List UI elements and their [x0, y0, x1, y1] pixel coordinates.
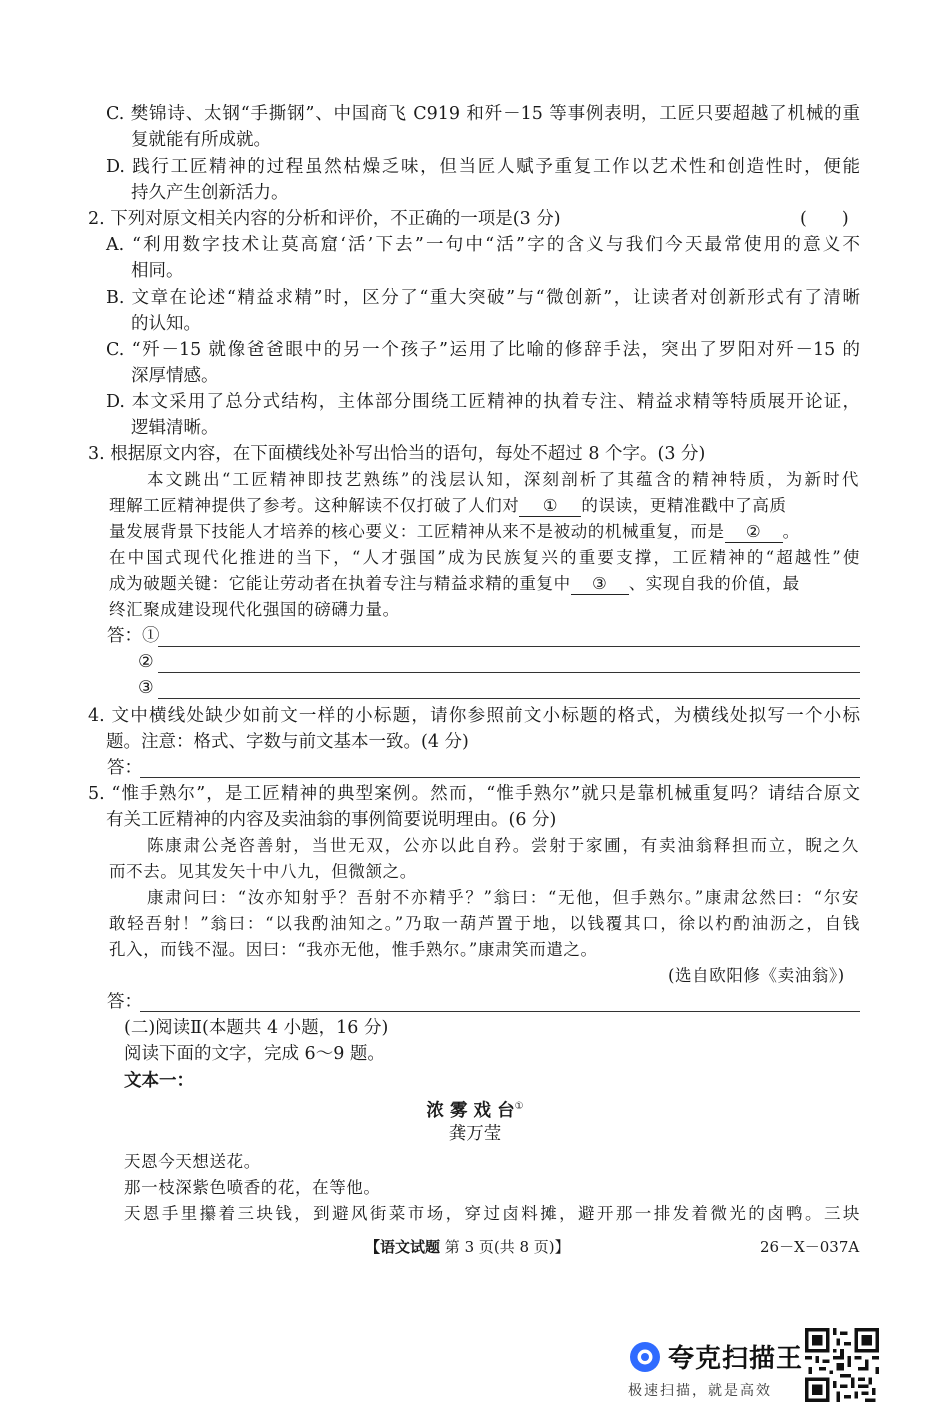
- q2-option-c-line1: C. “歼－15 就像爸爸眼中的另一个孩子”运用了比喻的修辞手法，突出了罗阳对歼－15 的: [106, 340, 860, 360]
- q3-passage-line3: [109, 519, 860, 545]
- q3-answer-label: 答：①: [107, 626, 160, 646]
- qr-code-icon: [805, 1328, 879, 1402]
- q5-classical-text-line5: 孔入，而钱不湿。因曰：“我亦无他，惟手熟尔。”康肃笑而遣之。: [109, 940, 598, 959]
- q4-answer-line[interactable]: [140, 777, 860, 778]
- reading2-instruction: 阅读下面的文字，完成 6～9 题。: [124, 1044, 385, 1064]
- article-title-text: 浓 雾 戏 台: [426, 1100, 515, 1121]
- q2-option-b-line1: B. 文章在论述“精益求精”时，区分了“重大突破”与“微创新”，让读者对创新形式有了清晰: [106, 288, 860, 308]
- q4-answer-label: 答：: [107, 758, 142, 778]
- q3-answer-line-3[interactable]: [158, 698, 860, 699]
- q3-answer-label-3: ③: [138, 678, 154, 698]
- q5-classical-text-line1: 陈康肃公尧咨善射，当世无双，公亦以此自矜。尝射于家圃，有卖油翁释担而立，睨之久: [147, 836, 859, 855]
- article-author: 龚万莹: [448, 1124, 502, 1144]
- q5-source: (选自欧阳修《卖油翁》): [668, 966, 845, 985]
- q5-classical-text-line4: 敢轻吾射！”翁曰：“以我酌油知之。”乃取一葫芦置于地，以钱覆其口，徐以杓酌油沥之，自钱: [109, 914, 860, 933]
- q2-option-a-line2: 相同。: [131, 261, 184, 281]
- q3-stem: 3. 根据原文内容，在下面横线处补写出恰当的语句，每处不超过 8 个字。(3 分): [88, 444, 706, 464]
- q3-blank-3: ③: [571, 572, 629, 595]
- footer-page-number: 第 3 页(共 8 页)】: [444, 1238, 570, 1256]
- q3-passage-line6: 终汇聚成建设现代化强国的磅礴力量。: [109, 600, 400, 619]
- q3-passage-text: 、实现自我的价值，最: [628, 574, 800, 593]
- q3-answer-line-2[interactable]: [158, 672, 860, 673]
- q1-option-c-line1: C. 樊锦诗、太钢“手撕钢”、中国商飞 C919 和歼－15 等事例表明，工匠只要超越了机械的重: [106, 104, 860, 124]
- footer-subject: 【语文试题: [365, 1238, 441, 1256]
- q3-answer-line-1[interactable]: [158, 646, 860, 647]
- q3-blank-1: ①: [519, 494, 581, 517]
- article-para-1: 天恩今天想送花。: [124, 1152, 261, 1171]
- q5-answer-label: 答：: [107, 992, 142, 1012]
- q3-passage-text: 成为破题关键：它能让劳动者在执着专注与精益求精的重复中: [109, 574, 571, 593]
- q4-stem-line1: 4. 文中横线处缺少如前文一样的小标题，请你参照前文小标题的格式，为横线处拟写一个小标: [88, 706, 860, 726]
- q3-passage-line5: [109, 571, 860, 597]
- q2-option-c-line2: 深厚情感。: [131, 366, 219, 386]
- article-title: [375, 1094, 575, 1124]
- q3-passage-line2: [109, 493, 860, 519]
- q3-passage-text: 的误读，更精准戳中了高质: [581, 496, 787, 515]
- reading2-text-label: 文本一：: [124, 1071, 194, 1091]
- q1-option-d-line1: D. 践行工匠精神的过程虽然枯燥乏味，但当匠人赋予重复工作以艺术性和创造性时，便能: [106, 157, 860, 177]
- article-title-footnote: ①: [514, 1101, 524, 1112]
- q4-stem-line2: 题。注意：格式、字数与前文基本一致。(4 分): [106, 732, 469, 752]
- q5-stem-line2: 有关工匠精神的内容及卖油翁的事例简要说明理由。(6 分): [106, 810, 557, 830]
- q5-classical-text-line2: 而不去。见其发矢十中八九，但微颔之。: [109, 862, 417, 881]
- q1-option-d-line2: 持久产生创新活力。: [131, 183, 289, 203]
- q3-passage-text: 量发展背景下技能人才培养的核心要义：工匠精神从来不是被动的机械重复，而是: [109, 522, 725, 541]
- reading2-heading: (二)阅读Ⅱ(本题共 4 小题，16 分): [124, 1018, 389, 1038]
- q5-classical-text-line3: 康肃问曰：“汝亦知射乎？吾射不亦精乎？”翁曰：“无他，但手熟尔。”康肃忿然曰：“尔安: [147, 888, 859, 907]
- q2-answer-paren: ( ): [800, 209, 849, 229]
- brand-slogan: 极速扫描，就是高效: [628, 1383, 772, 1399]
- footer-code: 26－X－037A: [760, 1238, 860, 1256]
- q2-option-a-line1: A. “利用数字技术让莫高窟‘活’下去”一句中“活”字的含义与我们今天最常使用的意义不: [106, 235, 860, 255]
- q3-passage-line4: 在中国式现代化推进的当下，“人才强国”成为民族复兴的重要支撑，工匠精神的“超越性”使: [109, 548, 860, 567]
- q3-passage-text: 。: [782, 522, 800, 541]
- q2-stem: 2. 下列对原文相关内容的分析和评价，不正确的一项是(3 分): [88, 209, 561, 229]
- q1-option-c-line2: 复就能有所成就。: [131, 130, 271, 150]
- q5-stem-line1: 5. “惟手熟尔”，是工匠精神的典型案例。然而，“惟手熟尔”就只是靠机械重复吗？请结合原文: [88, 784, 860, 804]
- q3-passage-line1: 本文跳出“工匠精神即技艺熟练”的浅层认知，深刻剖析了其蕴含的精神特质，为新时代: [147, 470, 859, 489]
- article-para-3: 天恩手里攥着三块钱，到避风街菜市场，穿过卤料摊，避开那一排发着微光的卤鸭。三块: [124, 1204, 860, 1223]
- quark-logo-icon: [628, 1340, 662, 1374]
- scanner-watermark: [628, 1334, 808, 1404]
- q2-option-b-line2: 的认知。: [131, 314, 201, 334]
- q2-option-d-line1: D. 本文采用了总分式结构，主体部分围绕工匠精神的执着专注、精益求精等特质展开论证，: [106, 392, 860, 412]
- page-footer: [365, 1236, 570, 1257]
- q3-blank-2: ②: [725, 520, 783, 543]
- q2-option-d-line2: 逻辑清晰。: [131, 418, 219, 438]
- q5-answer-line[interactable]: [140, 1011, 860, 1012]
- q3-answer-label-2: ②: [138, 652, 154, 672]
- q3-passage-text: 理解工匠精神提供了参考。这种解读不仅打破了人们对: [109, 496, 520, 515]
- brand-name: 夸克扫描王: [668, 1344, 804, 1374]
- article-para-2: 那一枝深紫色喷香的花，在等他。: [124, 1178, 381, 1197]
